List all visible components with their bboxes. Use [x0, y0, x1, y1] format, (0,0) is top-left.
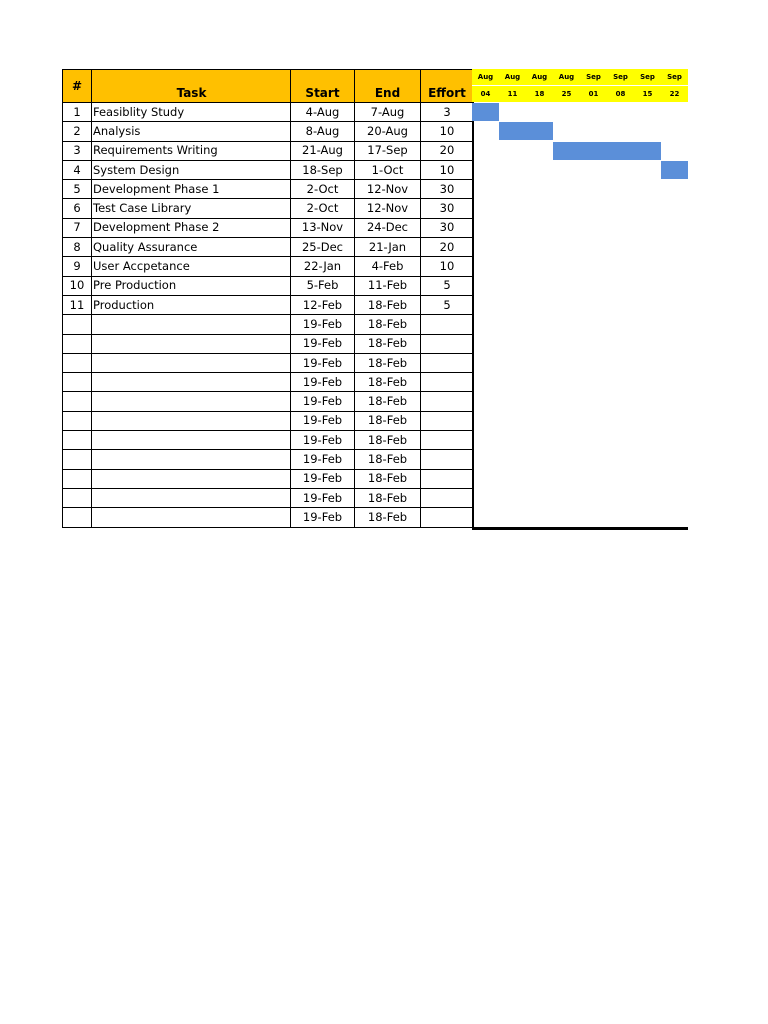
gantt-body — [472, 102, 688, 530]
cell-end: 18-Feb — [355, 295, 421, 314]
cell-start: 19-Feb — [291, 373, 355, 392]
cell-effort: 5 — [421, 295, 474, 314]
cell-effort: 30 — [421, 199, 474, 218]
cell-end: 18-Feb — [355, 392, 421, 411]
table-row — [63, 353, 474, 372]
gantt-timeline — [472, 69, 688, 530]
table-row — [63, 276, 474, 295]
cell-end: 1-Oct — [355, 160, 421, 179]
gantt-week-label: 22 — [661, 85, 688, 102]
cell-end: 24-Dec — [355, 218, 421, 237]
cell-start: 19-Feb — [291, 488, 355, 507]
gantt-month-label: Sep — [661, 69, 688, 85]
cell-effort: 5 — [421, 276, 474, 295]
cell-start: 13-Nov — [291, 218, 355, 237]
gantt-week-label: 18 — [526, 85, 553, 102]
cell-end: 18-Feb — [355, 488, 421, 507]
cell-number — [63, 373, 92, 392]
table-row — [63, 334, 474, 353]
cell-effort — [421, 411, 474, 430]
cell-effort: 10 — [421, 257, 474, 276]
cell-start: 2-Oct — [291, 199, 355, 218]
cell-number: 5 — [63, 180, 92, 199]
table-row — [63, 257, 474, 276]
cell-end: 18-Feb — [355, 353, 421, 372]
cell-effort: 20 — [421, 238, 474, 257]
cell-end: 18-Feb — [355, 373, 421, 392]
cell-start: 18-Sep — [291, 160, 355, 179]
cell-end: 18-Feb — [355, 334, 421, 353]
gantt-month-label: Aug — [553, 69, 580, 85]
cell-end: 4-Feb — [355, 257, 421, 276]
cell-number: 9 — [63, 257, 92, 276]
cell-number: 2 — [63, 122, 92, 141]
cell-end: 7-Aug — [355, 103, 421, 122]
gantt-month-label: Sep — [607, 69, 634, 85]
gantt-header — [472, 69, 688, 102]
cell-end: 18-Feb — [355, 450, 421, 469]
cell-effort: 30 — [421, 218, 474, 237]
cell-start: 19-Feb — [291, 469, 355, 488]
cell-effort — [421, 450, 474, 469]
cell-task: User Accpetance — [92, 257, 291, 276]
cell-end: 18-Feb — [355, 411, 421, 430]
cell-task — [92, 450, 291, 469]
table-row — [63, 315, 474, 334]
cell-number — [63, 488, 92, 507]
cell-number — [63, 392, 92, 411]
cell-end: 12-Nov — [355, 199, 421, 218]
cell-task — [92, 411, 291, 430]
table-row — [63, 450, 474, 469]
cell-number: 6 — [63, 199, 92, 218]
table-row — [63, 373, 474, 392]
cell-task — [92, 334, 291, 353]
cell-number — [63, 353, 92, 372]
cell-end: 18-Feb — [355, 508, 421, 527]
gantt-week-label: 25 — [553, 85, 580, 102]
cell-number — [63, 334, 92, 353]
table-row — [63, 218, 474, 237]
cell-start: 19-Feb — [291, 450, 355, 469]
table-row — [63, 180, 474, 199]
task-table-body — [63, 103, 474, 528]
table-row — [63, 411, 474, 430]
table-row — [63, 122, 474, 141]
cell-end: 12-Nov — [355, 180, 421, 199]
cell-number: 3 — [63, 141, 92, 160]
cell-start: 19-Feb — [291, 334, 355, 353]
cell-end: 18-Feb — [355, 469, 421, 488]
cell-start: 25-Dec — [291, 238, 355, 257]
gantt-month-label: Aug — [472, 69, 499, 85]
cell-number: 4 — [63, 160, 92, 179]
table-row — [63, 469, 474, 488]
cell-effort — [421, 488, 474, 507]
cell-effort — [421, 334, 474, 353]
cell-task — [92, 508, 291, 527]
gantt-week-label: 04 — [472, 85, 499, 102]
cell-number: 11 — [63, 295, 92, 314]
cell-start: 21-Aug — [291, 141, 355, 160]
cell-task: Analysis — [92, 122, 291, 141]
cell-task — [92, 373, 291, 392]
cell-task — [92, 315, 291, 334]
cell-start: 8-Aug — [291, 122, 355, 141]
cell-effort — [421, 431, 474, 450]
table-row — [63, 295, 474, 314]
cell-end: 11-Feb — [355, 276, 421, 295]
cell-start: 19-Feb — [291, 353, 355, 372]
cell-task — [92, 469, 291, 488]
cell-end: 21-Jan — [355, 238, 421, 257]
gantt-week-label: 11 — [499, 85, 526, 102]
cell-start: 4-Aug — [291, 103, 355, 122]
cell-effort — [421, 469, 474, 488]
cell-start: 5-Feb — [291, 276, 355, 295]
cell-task — [92, 353, 291, 372]
cell-number — [63, 411, 92, 430]
cell-end: 20-Aug — [355, 122, 421, 141]
cell-end: 18-Feb — [355, 431, 421, 450]
table-row — [63, 238, 474, 257]
cell-start: 19-Feb — [291, 315, 355, 334]
cell-task: Feasiblity Study — [92, 103, 291, 122]
cell-effort: 10 — [421, 160, 474, 179]
table-row — [63, 160, 474, 179]
cell-effort — [421, 353, 474, 372]
cell-effort — [421, 315, 474, 334]
header-number: # — [63, 70, 92, 103]
gantt-month-label: Aug — [526, 69, 553, 85]
cell-effort — [421, 508, 474, 527]
cell-task: Pre Production — [92, 276, 291, 295]
cell-task: Requirements Writing — [92, 141, 291, 160]
table-row — [63, 508, 474, 527]
cell-start: 19-Feb — [291, 392, 355, 411]
cell-task: Development Phase 2 — [92, 218, 291, 237]
cell-task — [92, 488, 291, 507]
cell-end: 17-Sep — [355, 141, 421, 160]
cell-number: 7 — [63, 218, 92, 237]
cell-number — [63, 315, 92, 334]
table-header-row — [63, 70, 474, 103]
cell-effort: 10 — [421, 122, 474, 141]
gantt-task-bar — [472, 103, 499, 121]
task-table — [62, 69, 474, 528]
gantt-month-label: Sep — [634, 69, 661, 85]
cell-start: 19-Feb — [291, 431, 355, 450]
gantt-week-label: 01 — [580, 85, 607, 102]
cell-start: 12-Feb — [291, 295, 355, 314]
cell-effort — [421, 373, 474, 392]
cell-task: Production — [92, 295, 291, 314]
table-row — [63, 392, 474, 411]
cell-task: System Design — [92, 160, 291, 179]
cell-task: Quality Assurance — [92, 238, 291, 257]
gantt-month-label: Sep — [580, 69, 607, 85]
cell-effort — [421, 392, 474, 411]
cell-number: 1 — [63, 103, 92, 122]
cell-task: Development Phase 1 — [92, 180, 291, 199]
cell-task: Test Case Library — [92, 199, 291, 218]
cell-effort: 30 — [421, 180, 474, 199]
cell-effort: 3 — [421, 103, 474, 122]
cell-number — [63, 431, 92, 450]
cell-start: 19-Feb — [291, 508, 355, 527]
table-row — [63, 199, 474, 218]
cell-number — [63, 508, 92, 527]
header-start: Start — [291, 70, 355, 103]
table-row — [63, 141, 474, 160]
cell-start: 22-Jan — [291, 257, 355, 276]
gantt-task-bar — [661, 161, 688, 179]
cell-end: 18-Feb — [355, 315, 421, 334]
header-end: End — [355, 70, 421, 103]
table-row — [63, 488, 474, 507]
cell-task — [92, 392, 291, 411]
header-task: Task — [92, 70, 291, 103]
gantt-task-bar — [499, 122, 553, 140]
cell-start: 2-Oct — [291, 180, 355, 199]
header-effort: Effort — [421, 70, 474, 103]
cell-number: 10 — [63, 276, 92, 295]
cell-number: 8 — [63, 238, 92, 257]
cell-start: 19-Feb — [291, 411, 355, 430]
gantt-week-label: 08 — [607, 85, 634, 102]
cell-task — [92, 431, 291, 450]
gantt-week-label: 15 — [634, 85, 661, 102]
gantt-task-bar — [553, 142, 661, 160]
cell-number — [63, 469, 92, 488]
cell-effort: 20 — [421, 141, 474, 160]
cell-number — [63, 450, 92, 469]
gantt-month-label: Aug — [499, 69, 526, 85]
table-row — [63, 103, 474, 122]
table-row — [63, 431, 474, 450]
